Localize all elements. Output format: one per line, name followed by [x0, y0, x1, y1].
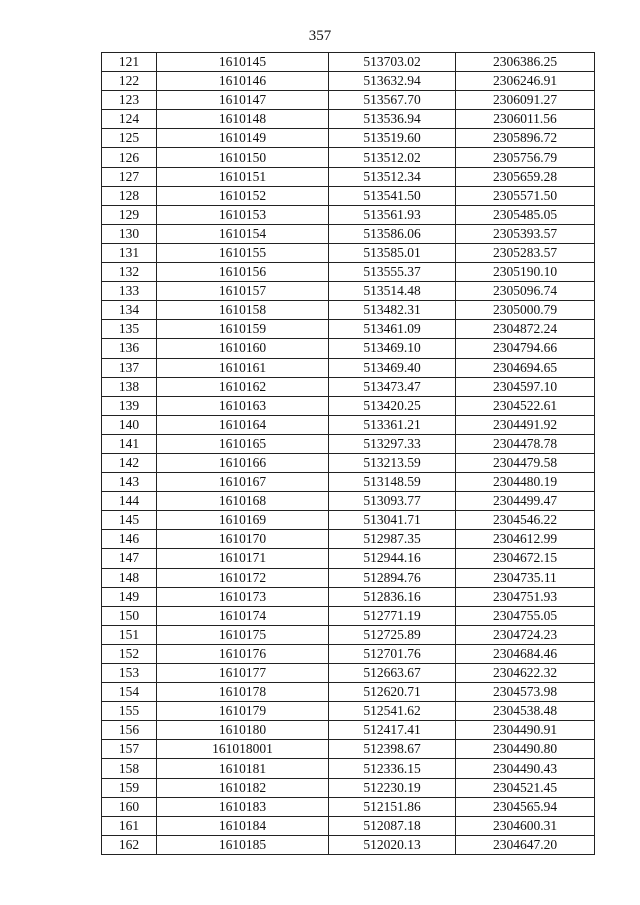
- point-id-cell: 1610159: [157, 320, 329, 339]
- table-row: [102, 320, 595, 339]
- point-id-cell: 1610169: [157, 511, 329, 530]
- table-row: [102, 263, 595, 282]
- table-row: [102, 664, 595, 683]
- x-coordinate-cell: 512151.86: [329, 797, 456, 816]
- point-id-cell: 1610155: [157, 243, 329, 262]
- x-coordinate-cell: 513473.47: [329, 377, 456, 396]
- row-number-cell: 156: [102, 721, 157, 740]
- table-row: [102, 53, 595, 72]
- row-number-cell: 133: [102, 282, 157, 301]
- table-row: [102, 644, 595, 663]
- row-number-cell: 155: [102, 702, 157, 721]
- point-id-cell: 1610157: [157, 282, 329, 301]
- row-number-cell: 144: [102, 492, 157, 511]
- y-coordinate-cell: 2305571.50: [456, 186, 595, 205]
- x-coordinate-cell: 513514.48: [329, 282, 456, 301]
- row-number-cell: 138: [102, 377, 157, 396]
- y-coordinate-cell: 2305485.05: [456, 205, 595, 224]
- row-number-cell: 150: [102, 606, 157, 625]
- point-id-cell: 1610177: [157, 664, 329, 683]
- table-row: [102, 434, 595, 453]
- x-coordinate-cell: 513536.94: [329, 110, 456, 129]
- y-coordinate-cell: 2305000.79: [456, 301, 595, 320]
- y-coordinate-cell: 2304499.47: [456, 492, 595, 511]
- y-coordinate-cell: 2304597.10: [456, 377, 595, 396]
- table-row: [102, 530, 595, 549]
- y-coordinate-cell: 2304672.15: [456, 549, 595, 568]
- row-number-cell: 154: [102, 683, 157, 702]
- table-row: [102, 186, 595, 205]
- row-number-cell: 137: [102, 358, 157, 377]
- table-row: [102, 625, 595, 644]
- y-coordinate-cell: 2304490.43: [456, 759, 595, 778]
- point-id-cell: 1610152: [157, 186, 329, 205]
- row-number-cell: 142: [102, 453, 157, 472]
- row-number-cell: 151: [102, 625, 157, 644]
- point-id-cell: 161018001: [157, 740, 329, 759]
- table-row: [102, 91, 595, 110]
- x-coordinate-cell: 513632.94: [329, 72, 456, 91]
- y-coordinate-cell: 2304522.61: [456, 396, 595, 415]
- row-number-cell: 152: [102, 644, 157, 663]
- point-id-cell: 1610168: [157, 492, 329, 511]
- point-id-cell: 1610146: [157, 72, 329, 91]
- row-number-cell: 123: [102, 91, 157, 110]
- x-coordinate-cell: 513541.50: [329, 186, 456, 205]
- point-id-cell: 1610158: [157, 301, 329, 320]
- row-number-cell: 162: [102, 835, 157, 854]
- row-number-cell: 132: [102, 263, 157, 282]
- x-coordinate-cell: 512020.13: [329, 835, 456, 854]
- row-number-cell: 149: [102, 587, 157, 606]
- y-coordinate-cell: 2305096.74: [456, 282, 595, 301]
- table-row: [102, 377, 595, 396]
- y-coordinate-cell: 2306386.25: [456, 53, 595, 72]
- row-number-cell: 125: [102, 129, 157, 148]
- y-coordinate-cell: 2306011.56: [456, 110, 595, 129]
- point-id-cell: 1610165: [157, 434, 329, 453]
- table-row: [102, 816, 595, 835]
- y-coordinate-cell: 2304490.80: [456, 740, 595, 759]
- y-coordinate-cell: 2304478.78: [456, 434, 595, 453]
- point-id-cell: 1610174: [157, 606, 329, 625]
- x-coordinate-cell: 512541.62: [329, 702, 456, 721]
- row-number-cell: 143: [102, 473, 157, 492]
- table-row: [102, 224, 595, 243]
- y-coordinate-cell: 2304755.05: [456, 606, 595, 625]
- x-coordinate-cell: 513703.02: [329, 53, 456, 72]
- x-coordinate-cell: 512987.35: [329, 530, 456, 549]
- point-id-cell: 1610162: [157, 377, 329, 396]
- point-id-cell: 1610153: [157, 205, 329, 224]
- table-row: [102, 606, 595, 625]
- y-coordinate-cell: 2305190.10: [456, 263, 595, 282]
- table-row: [102, 549, 595, 568]
- point-id-cell: 1610145: [157, 53, 329, 72]
- y-coordinate-cell: 2305659.28: [456, 167, 595, 186]
- point-id-cell: 1610182: [157, 778, 329, 797]
- point-id-cell: 1610185: [157, 835, 329, 854]
- y-coordinate-cell: 2304724.23: [456, 625, 595, 644]
- row-number-cell: 160: [102, 797, 157, 816]
- x-coordinate-cell: 513555.37: [329, 263, 456, 282]
- row-number-cell: 122: [102, 72, 157, 91]
- point-id-cell: 1610173: [157, 587, 329, 606]
- y-coordinate-cell: 2305896.72: [456, 129, 595, 148]
- point-id-cell: 1610175: [157, 625, 329, 644]
- row-number-cell: 140: [102, 415, 157, 434]
- y-coordinate-cell: 2304480.19: [456, 473, 595, 492]
- x-coordinate-cell: 512417.41: [329, 721, 456, 740]
- x-coordinate-cell: 513420.25: [329, 396, 456, 415]
- point-id-cell: 1610181: [157, 759, 329, 778]
- point-id-cell: 1610147: [157, 91, 329, 110]
- y-coordinate-cell: 2304735.11: [456, 568, 595, 587]
- point-id-cell: 1610167: [157, 473, 329, 492]
- table-row: [102, 301, 595, 320]
- row-number-cell: 139: [102, 396, 157, 415]
- point-id-cell: 1610154: [157, 224, 329, 243]
- table-row: [102, 759, 595, 778]
- x-coordinate-cell: 513586.06: [329, 224, 456, 243]
- y-coordinate-cell: 2304684.46: [456, 644, 595, 663]
- y-coordinate-cell: 2304479.58: [456, 453, 595, 472]
- point-id-cell: 1610172: [157, 568, 329, 587]
- row-number-cell: 136: [102, 339, 157, 358]
- row-number-cell: 134: [102, 301, 157, 320]
- point-id-cell: 1610166: [157, 453, 329, 472]
- y-coordinate-cell: 2304546.22: [456, 511, 595, 530]
- table-row: [102, 110, 595, 129]
- table-row: [102, 740, 595, 759]
- table-row: [102, 797, 595, 816]
- point-id-cell: 1610164: [157, 415, 329, 434]
- y-coordinate-cell: 2304872.24: [456, 320, 595, 339]
- y-coordinate-cell: 2304694.65: [456, 358, 595, 377]
- point-id-cell: 1610151: [157, 167, 329, 186]
- x-coordinate-cell: 513482.31: [329, 301, 456, 320]
- y-coordinate-cell: 2305283.57: [456, 243, 595, 262]
- coordinates-table: [101, 52, 595, 855]
- y-coordinate-cell: 2304538.48: [456, 702, 595, 721]
- x-coordinate-cell: 513512.34: [329, 167, 456, 186]
- x-coordinate-cell: 513297.33: [329, 434, 456, 453]
- x-coordinate-cell: 512663.67: [329, 664, 456, 683]
- table-row: [102, 683, 595, 702]
- table-row: [102, 205, 595, 224]
- y-coordinate-cell: 2304622.32: [456, 664, 595, 683]
- y-coordinate-cell: 2304751.93: [456, 587, 595, 606]
- table-row: [102, 358, 595, 377]
- table-row: [102, 721, 595, 740]
- row-number-cell: 157: [102, 740, 157, 759]
- point-id-cell: 1610163: [157, 396, 329, 415]
- x-coordinate-cell: 513561.93: [329, 205, 456, 224]
- point-id-cell: 1610148: [157, 110, 329, 129]
- row-number-cell: 128: [102, 186, 157, 205]
- table-row: [102, 835, 595, 854]
- row-number-cell: 153: [102, 664, 157, 683]
- x-coordinate-cell: 512894.76: [329, 568, 456, 587]
- x-coordinate-cell: 512836.16: [329, 587, 456, 606]
- row-number-cell: 145: [102, 511, 157, 530]
- page-number: 357: [308, 28, 332, 44]
- x-coordinate-cell: 512701.76: [329, 644, 456, 663]
- table-row: [102, 473, 595, 492]
- point-id-cell: 1610180: [157, 721, 329, 740]
- row-number-cell: 141: [102, 434, 157, 453]
- x-coordinate-cell: 513519.60: [329, 129, 456, 148]
- x-coordinate-cell: 513512.02: [329, 148, 456, 167]
- row-number-cell: 147: [102, 549, 157, 568]
- table-body: [102, 53, 595, 855]
- x-coordinate-cell: 512336.15: [329, 759, 456, 778]
- point-id-cell: 1610161: [157, 358, 329, 377]
- row-number-cell: 130: [102, 224, 157, 243]
- x-coordinate-cell: 513567.70: [329, 91, 456, 110]
- y-coordinate-cell: 2304490.91: [456, 721, 595, 740]
- row-number-cell: 126: [102, 148, 157, 167]
- x-coordinate-cell: 513361.21: [329, 415, 456, 434]
- table-row: [102, 511, 595, 530]
- x-coordinate-cell: 513469.40: [329, 358, 456, 377]
- x-coordinate-cell: 513041.71: [329, 511, 456, 530]
- x-coordinate-cell: 513213.59: [329, 453, 456, 472]
- y-coordinate-cell: 2306246.91: [456, 72, 595, 91]
- point-id-cell: 1610149: [157, 129, 329, 148]
- y-coordinate-cell: 2304573.98: [456, 683, 595, 702]
- y-coordinate-cell: 2305393.57: [456, 224, 595, 243]
- y-coordinate-cell: 2304600.31: [456, 816, 595, 835]
- table-row: [102, 148, 595, 167]
- table-row: [102, 167, 595, 186]
- x-coordinate-cell: 513469.10: [329, 339, 456, 358]
- row-number-cell: 131: [102, 243, 157, 262]
- point-id-cell: 1610171: [157, 549, 329, 568]
- y-coordinate-cell: 2306091.27: [456, 91, 595, 110]
- x-coordinate-cell: 512771.19: [329, 606, 456, 625]
- row-number-cell: 124: [102, 110, 157, 129]
- point-id-cell: 1610170: [157, 530, 329, 549]
- row-number-cell: 135: [102, 320, 157, 339]
- x-coordinate-cell: 512087.18: [329, 816, 456, 835]
- point-id-cell: 1610184: [157, 816, 329, 835]
- table-row: [102, 702, 595, 721]
- x-coordinate-cell: 512725.89: [329, 625, 456, 644]
- row-number-cell: 159: [102, 778, 157, 797]
- point-id-cell: 1610156: [157, 263, 329, 282]
- row-number-cell: 121: [102, 53, 157, 72]
- row-number-cell: 158: [102, 759, 157, 778]
- table-row: [102, 587, 595, 606]
- row-number-cell: 129: [102, 205, 157, 224]
- x-coordinate-cell: 513461.09: [329, 320, 456, 339]
- x-coordinate-cell: 513585.01: [329, 243, 456, 262]
- x-coordinate-cell: 513093.77: [329, 492, 456, 511]
- point-id-cell: 1610176: [157, 644, 329, 663]
- point-id-cell: 1610160: [157, 339, 329, 358]
- x-coordinate-cell: 513148.59: [329, 473, 456, 492]
- table-row: [102, 282, 595, 301]
- table-row: [102, 453, 595, 472]
- table-row: [102, 396, 595, 415]
- row-number-cell: 161: [102, 816, 157, 835]
- y-coordinate-cell: 2304521.45: [456, 778, 595, 797]
- table-row: [102, 415, 595, 434]
- y-coordinate-cell: 2304491.92: [456, 415, 595, 434]
- table-row: [102, 129, 595, 148]
- x-coordinate-cell: 512944.16: [329, 549, 456, 568]
- table-row: [102, 492, 595, 511]
- table-row: [102, 778, 595, 797]
- x-coordinate-cell: 512620.71: [329, 683, 456, 702]
- point-id-cell: 1610178: [157, 683, 329, 702]
- x-coordinate-cell: 512398.67: [329, 740, 456, 759]
- table-row: [102, 243, 595, 262]
- row-number-cell: 127: [102, 167, 157, 186]
- table-row: [102, 339, 595, 358]
- y-coordinate-cell: 2304794.66: [456, 339, 595, 358]
- row-number-cell: 148: [102, 568, 157, 587]
- y-coordinate-cell: 2305756.79: [456, 148, 595, 167]
- x-coordinate-cell: 512230.19: [329, 778, 456, 797]
- point-id-cell: 1610179: [157, 702, 329, 721]
- point-id-cell: 1610150: [157, 148, 329, 167]
- y-coordinate-cell: 2304647.20: [456, 835, 595, 854]
- row-number-cell: 146: [102, 530, 157, 549]
- y-coordinate-cell: 2304565.94: [456, 797, 595, 816]
- table-row: [102, 568, 595, 587]
- point-id-cell: 1610183: [157, 797, 329, 816]
- y-coordinate-cell: 2304612.99: [456, 530, 595, 549]
- table-row: [102, 72, 595, 91]
